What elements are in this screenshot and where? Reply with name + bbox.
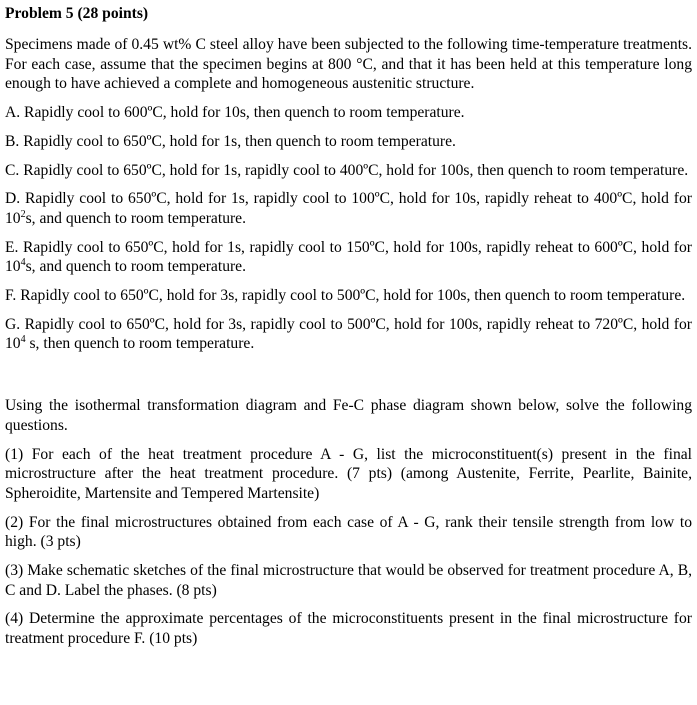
treatment-c: C. Rapidly cool to 650ºC, hold for 1s, rapidly cool to 400ºC, hold for 100s, then quench to room temperature. bbox=[5, 161, 689, 179]
treatment-d-exponent: 2 bbox=[20, 208, 26, 220]
problem-title: Problem 5 (28 points) bbox=[5, 5, 149, 22]
section-gap bbox=[5, 354, 692, 396]
treatment-f: F. Rapidly cool to 650ºC, hold for 3s, rapidly cool to 500ºC, hold for 100s, then quench to room temperature. bbox=[5, 287, 686, 305]
treatment-g-text: G. Rapidly cool to 650ºC, hold for 3s, rapidly cool to 500ºC, hold for 100s, rapidly reheat to 720ºC, hold for 10 bbox=[5, 315, 692, 353]
treatment-e-text: E. Rapidly cool to 650ºC, hold for 1s, rapidly cool to 150ºC, hold for 100s, rapidly reheat to 600ºC, hold for 10 bbox=[5, 238, 692, 276]
question-2: (2) For the final microstructures obtained from each case of A - G, rank their tensile strength from low to high. (3 pts) bbox=[5, 513, 692, 551]
question-3: (3) Make schematic sketches of the final microstructure that would be observed for treatment procedure A, B, C and D. Label the phases. (8 pts) bbox=[5, 562, 692, 599]
treatment-e bbox=[5, 238, 692, 277]
treatment-g-tail: s, then quench to room temperature. bbox=[25, 335, 255, 353]
document-page bbox=[5, 0, 692, 649]
treatment-g bbox=[5, 315, 692, 354]
treatment-d-text: D. Rapidly cool to 650ºC, hold for 1s, rapidly cool to 100ºC, hold for 10s, rapidly reheat to 400ºC, hold for 10 bbox=[5, 190, 692, 227]
treatment-b: B. Rapidly cool to 650ºC, hold for 1s, then quench to room temperature. bbox=[5, 132, 456, 150]
treatment-e-tail: s, and quench to room temperature. bbox=[25, 258, 247, 276]
treatment-e-exponent: 4 bbox=[20, 257, 26, 269]
instructions: Using the isothermal transformation diagram and Fe-C phase diagram shown below, solve the following questions. bbox=[5, 397, 692, 434]
question-4: (4) Determine the approximate percentages of the microconstituents present in the final microstructure for treatment procedure F. (10 pts) bbox=[5, 610, 692, 648]
question-1: (1) For each of the heat treatment procedure A - G, list the microconstituent(s) present in the final microstructure after the heat treatment procedure. (7 pts) (among Austenite, Ferrite, Pearlite, Bainite, Spheroidite, Martensite and Tempered Martensite) bbox=[5, 445, 692, 502]
treatment-d-tail: s, and quench to room temperature. bbox=[25, 209, 247, 227]
problem-intro: Specimens made of 0.45 wt% C steel alloy have been subjected to the following time-temperature treatments. For each case, assume that the specimen begins at 800 °C, and that it has been held at this temperature long enough to have achieved a complete and homogeneous austenitic structure. bbox=[5, 36, 692, 93]
treatment-g-exponent: 4 bbox=[20, 334, 26, 346]
treatment-a: A. Rapidly cool to 600ºC, hold for 10s, then quench to room temperature. bbox=[5, 104, 465, 122]
treatment-d bbox=[5, 189, 692, 228]
